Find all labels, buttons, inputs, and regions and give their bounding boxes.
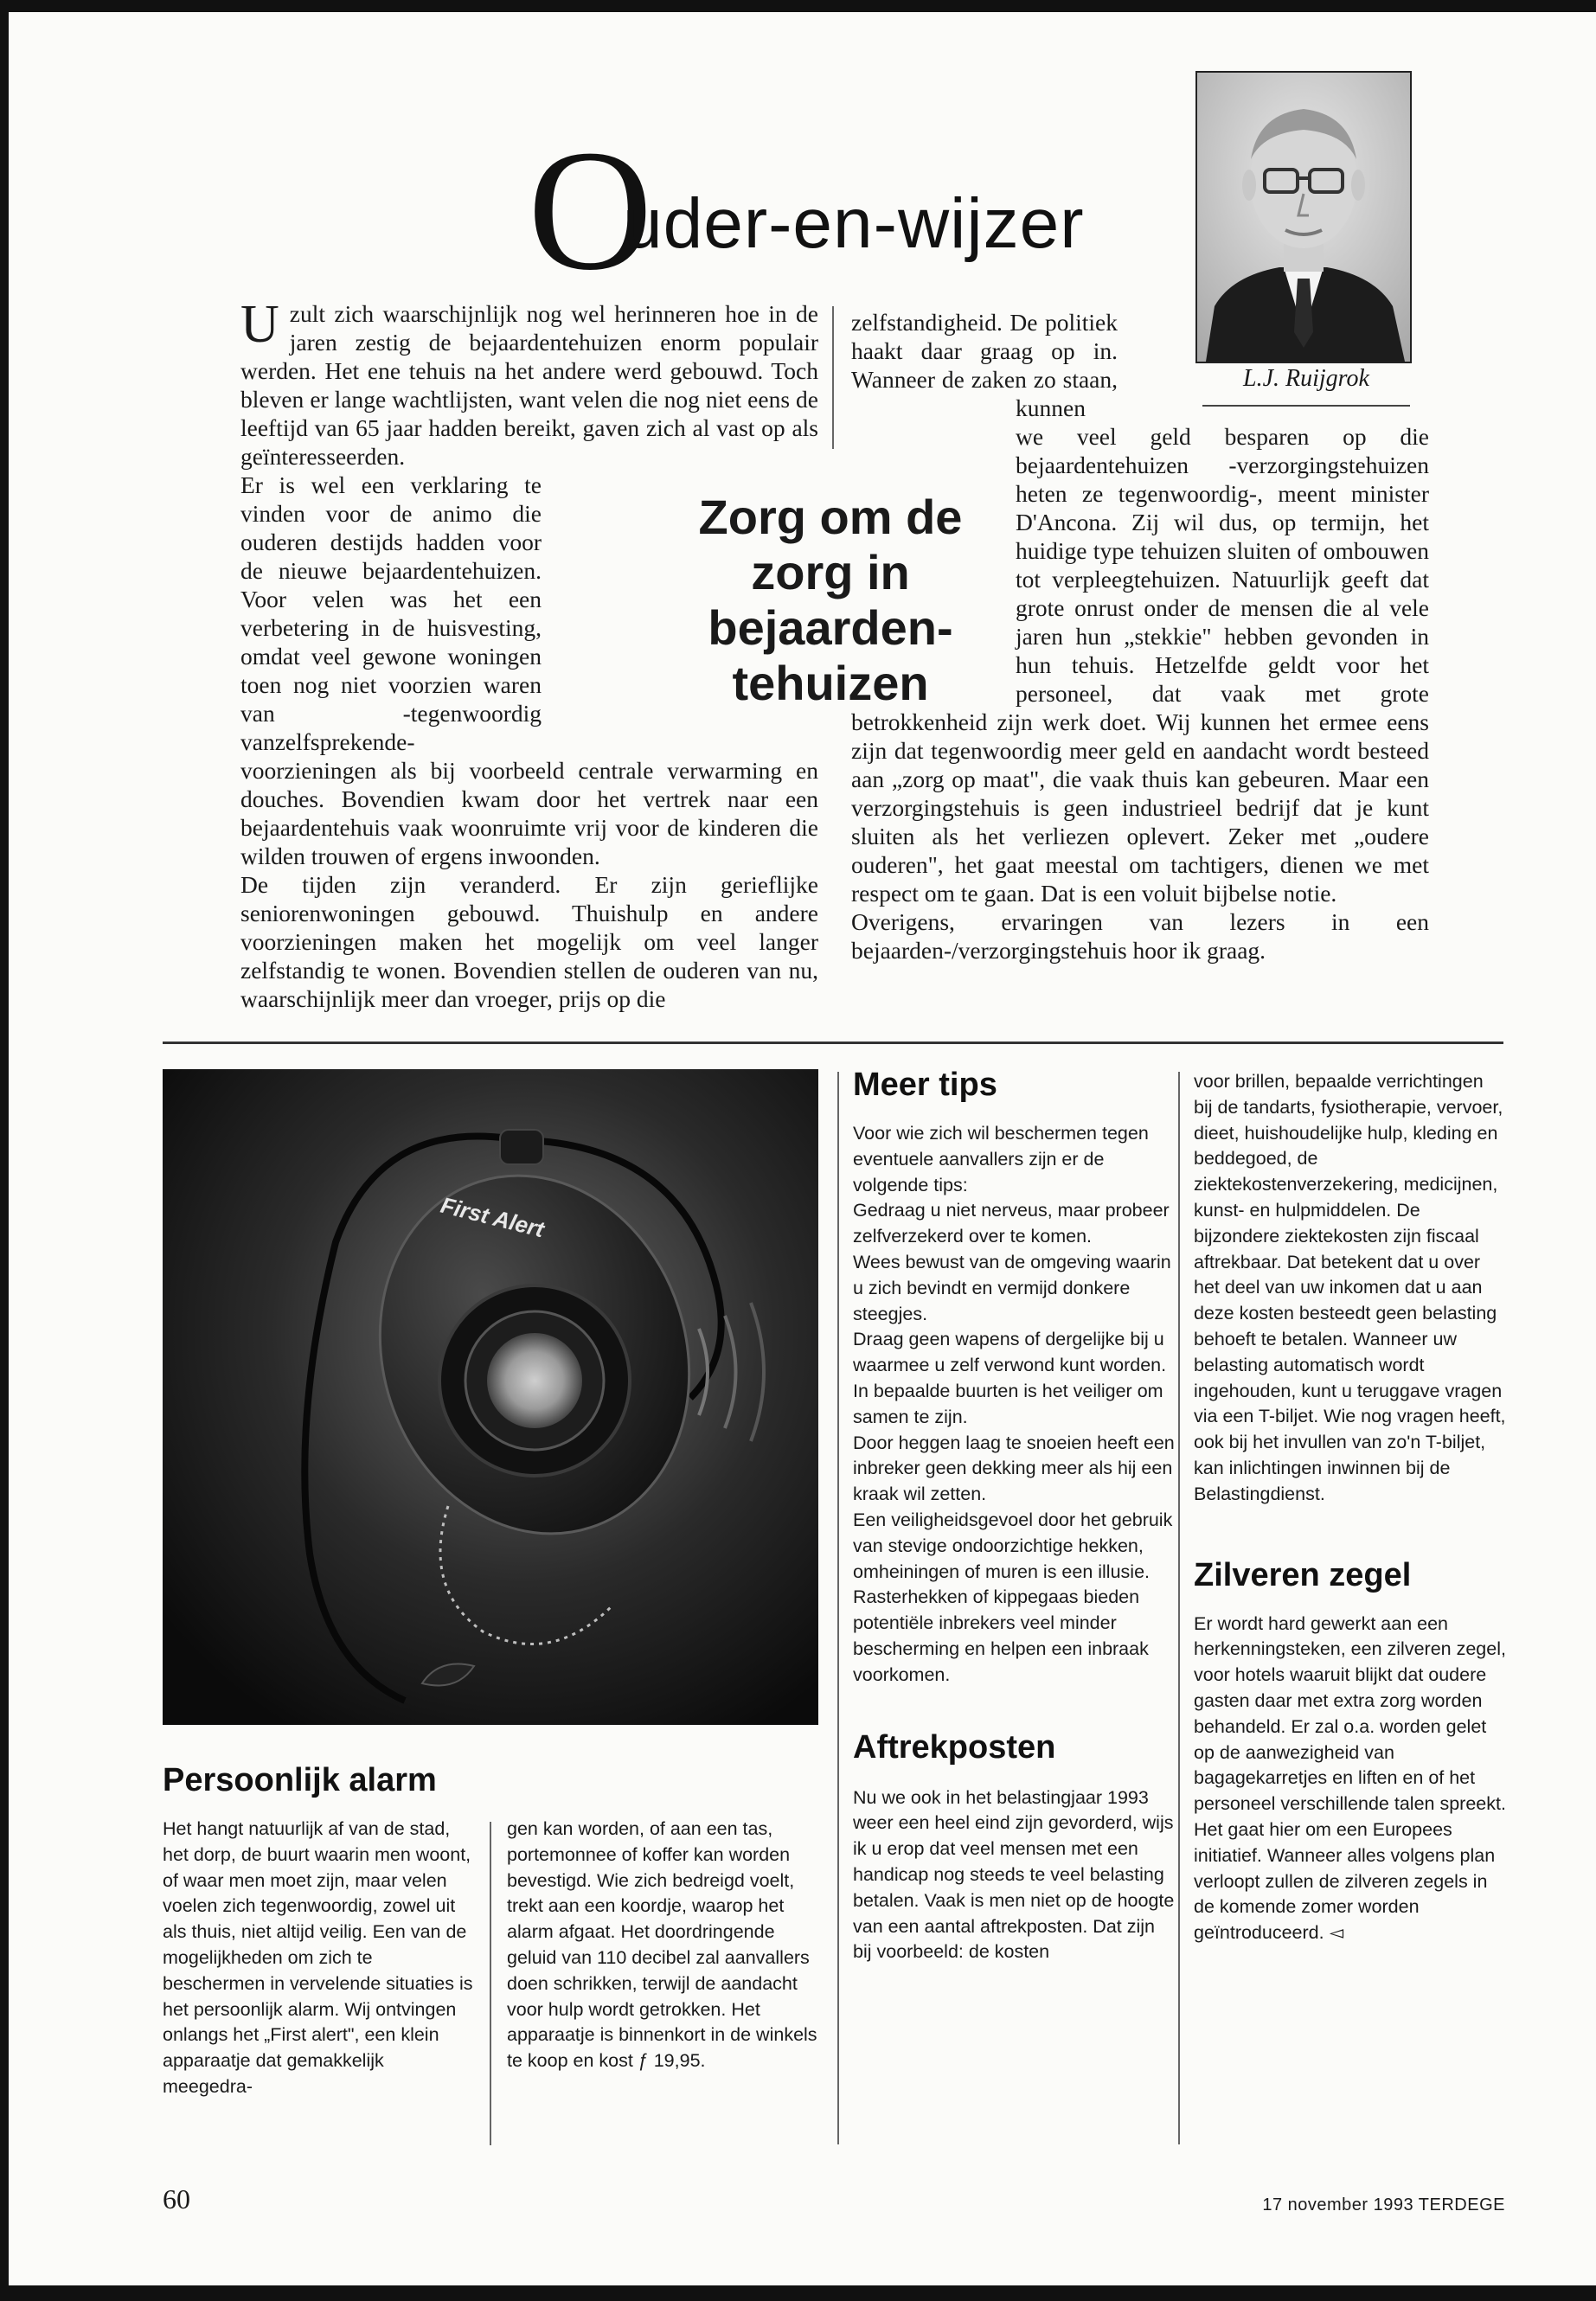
aftrek-continued-body: [1194, 1069, 1507, 1508]
alarm-column-2: [507, 1817, 818, 2074]
aftrek-title: Aftrekposten: [853, 1728, 1056, 1766]
zegel-text-content: Er wordt hard gewerkt aan een herkenningsteken, een zilveren zegel, voor hotels waaruit blijkt dat oudere gasten daar met extra zorg worden behandeld. Er zal o.a. worden gelet op de aanwezigheid van bagagekarretjes en liften en of het personeel verschillende talen spreekt. Het gaat hier om een Europees initiatief. Wanneer alles volgens plan verloopt zullen de zilveren zegels in de komende zomer worden geïntroduceerd.: [1194, 1612, 1506, 1944]
portrait-caption: L.J. Ruijgrok: [1243, 365, 1369, 392]
tips-paragraph: Wees bewust van de omgeving waarin u zich bevindt en vermijd donkere steegjes.: [853, 1251, 1171, 1324]
page-number: 60: [163, 2183, 190, 2214]
masthead-initial: O: [528, 115, 653, 306]
alarm-section-title-wrap: [163, 1761, 630, 1799]
drop-cap: U: [240, 295, 279, 354]
device-brand-label: First Alert: [438, 1191, 548, 1243]
tips-paragraph: Gedraag u niet nerveus, maar probeer zelfverzekerd over te komen.: [853, 1200, 1170, 1247]
alarm-text-1: Het hangt natuurlijk af van de stad, het dorp, de buurt waarin men woont, of waar men moet zijn, maar velen voelen zich tegenwoordig, zowel uit als thuis, niet altijd veilig. Een van de mogelijkheden om zich te beschermen in vervelende situaties is het persoonlijk alarm. Wij ontvingen onlangs het „First alert", een klein apparaatje dat gemakkelijk meegedra-: [163, 1818, 473, 2097]
column-divider: [1178, 1072, 1180, 2144]
issue-date: 17 november 1993 TERDEGE: [1262, 2195, 1505, 2214]
editorial-paragraph: De tijden zijn veranderd. Er zijn gerieflijke seniorenwoningen gebouwd. Thuishulp en andere voorzieningen maken het mogelijk om veel langer zelfstandig te wonen. Bovendien stellen de ouderen van nu, waarschijnlijk meer dan vroeger, prijs op die: [240, 871, 818, 1012]
tips-paragraph: Een veiligheidsgevoel door het gebruik van stevige ondoorzichtige hekken, omheiningen of muren is een illusie. Rasterhekken of kippegaas bieden potentiële inbrekers veel minder bescherming en helpen een inbraak voorkomen.: [853, 1509, 1173, 1685]
zegel-text: [1194, 1612, 1507, 1946]
section-divider: [163, 1042, 1503, 1044]
alarm-column-1: [163, 1817, 474, 2100]
column-title: [528, 115, 1185, 306]
aftrek-text: Nu we ook in het belastingjaar 1993 weer een heel eind zijn gevorderd, wijs ik u erop dat veel mensen met een handicap nog steeds te veel belasting betalen. Vaak is men niet op de hoogte van een aantal aftrekposten. Dat zijn bij voorbeeld: de kosten: [853, 1786, 1175, 1963]
masthead-title: uder-en-wijzer: [623, 184, 1085, 263]
editorial-paragraph: zult zich waarschijnlijk nog wel herinneren hoe in de jaren zestig de bejaardentehuizen enorm populair werden. Het ene tehuis na het andere werd gebouwd. Toch bleven er lange wachtlijsten, want velen die nog niet eens de leeftijd van 65 jaar hadden bereikt, gaven zich al vast op als geïnteresseerden.: [240, 300, 818, 470]
aftrek-continued: voor brillen, bepaalde verrichtingen bij de tandarts, fysiotherapie, vervoer, dieet, huishoudelijke hulp, kleding en beddegoed, de ziektekostenverzekering, medicijnen, kunst- en hulpmiddelen. De bijzondere ziektekosten zijn fiscaal aftrekbaar. Dat betekent dat u over het deel van uw inkomen dat u aan deze kosten besteedt geen belasting behoeft te betalen. Wanneer uw belasting automatisch wordt ingehouden, kunt u teruggave vragen via een T-biljet. Wie nog vragen heeft, ook bij het invullen van zo'n T-biljet, kan inlichtingen inwinnen bij de Belastingdienst.: [1194, 1071, 1506, 1504]
column-divider: [837, 1072, 839, 2144]
tips-paragraph: Draag geen wapens of dergelijke bij u waarmee u zelf verwond kunt worden.: [853, 1329, 1167, 1376]
alarm-text-2: gen kan worden, of aan een tas, portemonnee of koffer kan worden bevestigd. Wie zich bedreigd voelt, trekt aan een koordje, waarop het alarm afgaat. Het doordringende geluid van 110 decibel zal aanvallers doen schrikken, terwijl de aandacht voor hulp wordt getrokken. Het apparaatje is binnenkort in de winkels te koop en kost ƒ 19,95.: [507, 1818, 817, 2072]
personal-alarm-icon: [163, 1069, 818, 1725]
zegel-title: Zilveren zegel: [1194, 1556, 1412, 1593]
editorial-paragraph: zelfstandigheid. De politiek haakt daar graag op in. Wanneer de zaken zo staan, kunnen we veel geld besparen op die bejaardentehuizen -verzorgingstehuizen heten ze tegenwoordig-, meent minister D'Ancona. Zij wil dus, op termijn, het huidige type tehuizen sluiten of ombouwen tot verpleegtehuizen. Natuurlijk geeft dat grote onrust onder de mensen die al vele jaren hun „stekkie" hebben gevonden in hun tehuis. Hetzelfde geldt voor het personeel, dat vaak met grote betrokkenheid zijn werk doet. Wij kunnen het ermee eens zijn dat tegenwoordig meer geld en aandacht wordt besteed aan „zorg op maat", die vaak thuis kan gebeuren. Maar een verzorgingstehuis is geen industrieel bedrijf dat je kunt sluiten als het verliezen oplevert. Zeker met „oudere ouderen", het gaat meestal om tachtigers, dienen we met respect om te gaan. Dat is een voluit bijbelse notie.: [851, 309, 1429, 907]
tips-paragraph: Voor wie zich wil beschermen tegen eventuele aanvallers zijn er de volgende tips:: [853, 1123, 1149, 1195]
pull-quote: Zorg om de zorg in bejaarden-tehuizen: [698, 490, 963, 710]
editorial-paragraph: Overigens, ervaringen van lezers in een bejaarden-/verzorgingstehuis hoor ik graag.: [851, 908, 1429, 964]
column-divider: [832, 306, 834, 449]
portrait-spacer: [1118, 308, 1429, 410]
tips-section: [853, 1066, 1175, 1965]
right-column: [1194, 1069, 1507, 1946]
zegel-body: [1194, 1612, 1507, 1946]
alarm-title: Persoonlijk alarm: [163, 1762, 437, 1798]
end-mark-icon: ◅: [1329, 1922, 1344, 1944]
tips-list: [853, 1121, 1175, 1689]
aftrek-body: [853, 1785, 1175, 1966]
tips-paragraph: Door heggen laag te snoeien heeft een inbreker geen dekking meer als hij een kraak wil zetten.: [853, 1432, 1175, 1505]
column-divider: [490, 1822, 491, 2145]
tips-title: Meer tips: [853, 1067, 997, 1103]
editorial-paragraph: Er is wel een verklaring te vinden voor de animo die ouderen destijds hadden voor de nieuwe bejaardentehuizen. Voor velen was het een verbetering in de huisvesting, omdat veel gewone woningen toen nog niet voorzien waren van -tegenwoordig vanzelfsprekende- voorzieningen als bij voorbeeld centrale verwarming en douches. Bovendien kwam door het vertrek naar een bejaardentehuis vaak woonruimte vrij voor de kinderen die wilden trouwen of ergens inwoonden.: [240, 471, 818, 869]
tips-paragraph: In bepaalde buurten is het veiliger om samen te zijn.: [853, 1380, 1163, 1427]
alarm-photo: [163, 1069, 818, 1725]
